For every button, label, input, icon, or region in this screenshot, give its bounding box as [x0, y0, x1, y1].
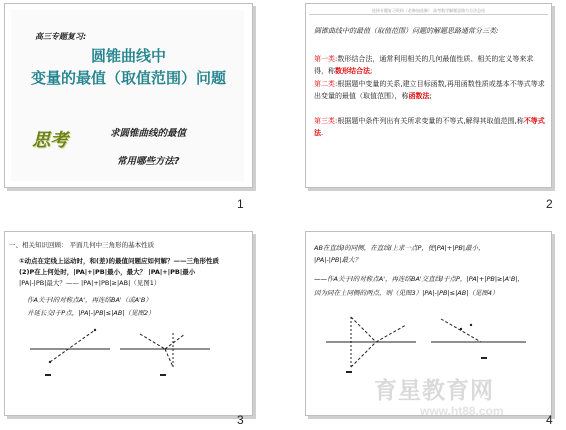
segment-ap: [140, 334, 165, 349]
slide-4-line-4: 因为同在上同侧的两点，则（见图3）|PA|-|PB|≤|AB|（见图4）: [314, 289, 499, 297]
segment-pb: [376, 325, 406, 342]
slide-4-line-2: |PA|-|PB|最大？: [314, 256, 362, 264]
point-b: [94, 329, 96, 331]
slide-2[interactable]: [305, 3, 552, 188]
title-line-1: 圆锥曲线中: [90, 47, 166, 65]
segment-ab-extended: [441, 319, 481, 342]
method-lead: 第三类:: [314, 117, 338, 125]
method-text: 根据题中变量的关系,建立目标函数,再用函数性质或基本不等式等求出变量的最值（取值范围），称: [314, 80, 545, 100]
method-item-1: [314, 53, 546, 77]
segment-pa-prime: [165, 349, 173, 367]
slide-3-line-5: 作A关于l的对称点A'，再连结BA'（或A'B）: [27, 296, 152, 304]
figure-mark: [346, 371, 352, 373]
method-item-2: [314, 78, 546, 102]
slide-3-line-6: 并延长交l于P点，|PA|-|PB|≤|AB|（见图2）: [27, 309, 155, 317]
slide-number-2: 2: [546, 197, 553, 211]
method-lead: 第一类:: [314, 55, 338, 63]
slide-4-line-1: AB在直线l的同侧，在直线l上求一点P，使|PA|+|PB|最小，: [314, 244, 485, 252]
segment-ab: [50, 330, 95, 362]
segment-a-prime-p: [351, 342, 376, 367]
method-lead: 第二类:: [314, 80, 338, 88]
think-label: 思考: [32, 130, 68, 151]
method-text: 根据题中条件列出有关所求变量的不等式,解得其取值范围,称: [337, 117, 524, 125]
method-emphasis: 不等式法: [314, 117, 545, 137]
slide-number-4: 4: [546, 413, 553, 427]
figure-mark: [481, 357, 487, 359]
method-item-3: [314, 115, 546, 139]
segment-ap: [351, 317, 376, 342]
point-a: [470, 324, 472, 326]
point-a: [49, 361, 51, 363]
slide-3-line-1: 一、相关知识回顾： 平面几何中三角形的基本性质: [9, 241, 155, 249]
slide-3[interactable]: [4, 231, 253, 416]
slide-2-intro: 圆锥曲线中的最值（取值范围）问题的解题思路通常分三类:: [314, 27, 499, 35]
slide-3-line-4: |PA|-|PB|最大？—— |PA|+|PB|≥|AB|（见图1）: [19, 279, 161, 287]
method-tail: .: [321, 129, 324, 137]
slide-4-line-3: ——作A关于l的对称点A'，再连结BA'交直线l于点P，|PA|+|PB|≥|A'B|，: [314, 275, 525, 283]
segment-pb: [165, 334, 185, 349]
watermark-url: www.ht88.com: [420, 404, 504, 418]
slide-number-1: 1: [237, 197, 244, 211]
method-tail: ;: [370, 67, 373, 75]
slide-number-3: 3: [237, 413, 244, 427]
method-text: 数形结合法，通常利用相关的几何最值性质、相关的定义等来求得，称: [314, 55, 534, 75]
title-line-2: 变量的最值（取值范围）问题: [30, 69, 226, 87]
slide-3-line-2: ①动点在定线上运动时，和(差)的最值问题应如何解？——三角形性质: [19, 257, 219, 265]
figure-mark: [45, 374, 51, 376]
method-tail: ;: [429, 92, 432, 100]
question-2: 常用哪些方法?: [117, 156, 180, 167]
point-b: [460, 328, 462, 330]
method-emphasis: 函数法: [408, 92, 430, 100]
slide-2-header: 选择专题复习资料（必修加选修） 高考数学解题思路与方法总结: [309, 7, 548, 15]
method-emphasis: 数形结合法: [335, 67, 370, 75]
slide-3-line-3: (2)P在上何处时，|PA|+|PB|最小，最大？ |PA|+|PB|最小: [19, 268, 196, 276]
geometry-figures-3-4: [321, 307, 536, 377]
review-label: 高三专题复习:: [35, 32, 87, 41]
geometry-figures-1-2: [25, 322, 235, 382]
question-1: 求圆锥曲线的最值: [110, 128, 187, 139]
watermark-brand: 育星教育网: [374, 378, 494, 404]
slide-1[interactable]: [4, 3, 253, 188]
figure-mark: [160, 374, 166, 376]
